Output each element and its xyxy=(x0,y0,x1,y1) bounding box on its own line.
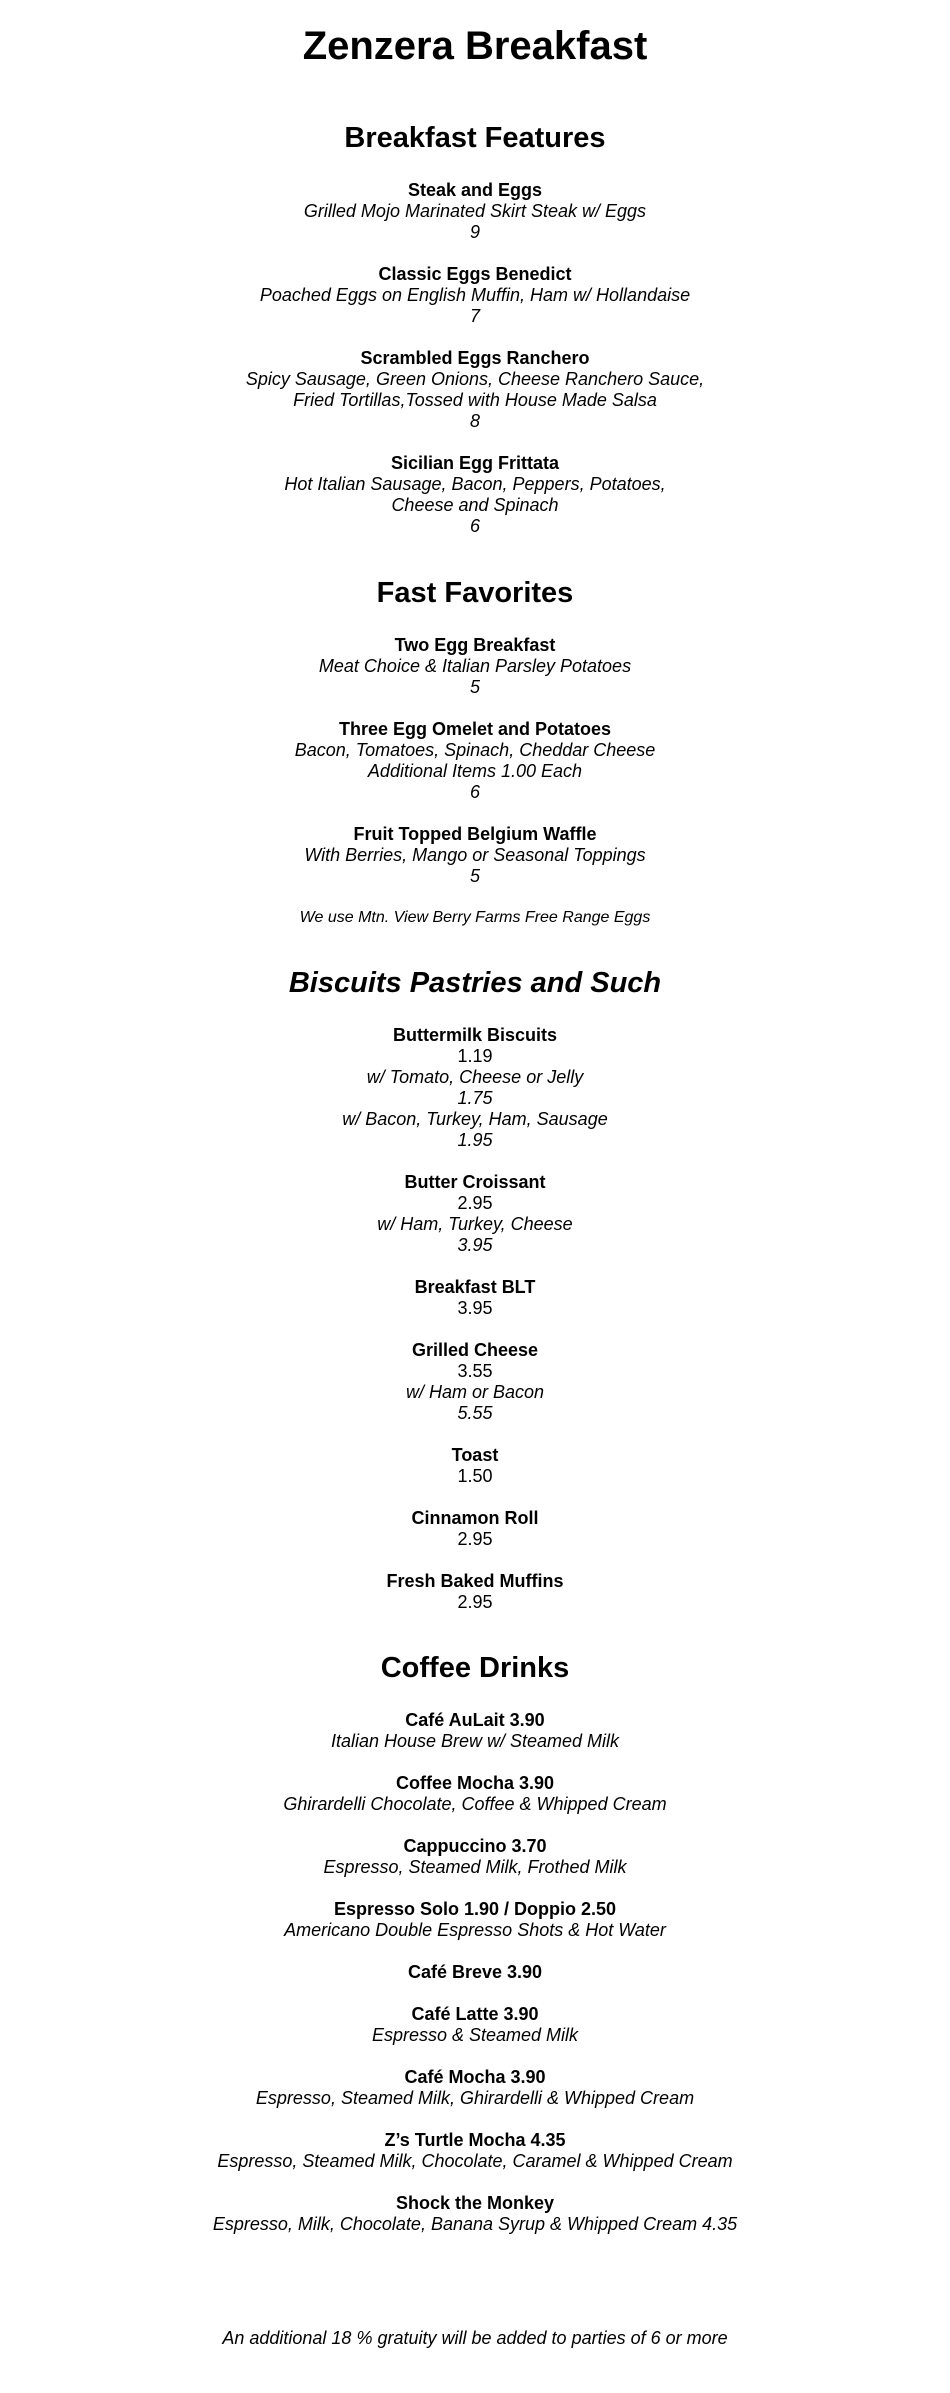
menu-item-name: Espresso Solo 1.90 / Doppio 2.50 xyxy=(333,1899,617,1919)
menu-item-name: Butter Croissant xyxy=(404,1172,546,1192)
menu-item xyxy=(0,2004,950,2046)
menu-item xyxy=(0,1571,950,1613)
menu-item-detail: Additional Items 1.00 Each xyxy=(367,761,583,781)
menu-item xyxy=(0,2193,950,2235)
menu-item-name: Toast xyxy=(451,1445,499,1465)
menu-item-detail: 5 xyxy=(469,866,480,886)
menu-item-detail: Meat Choice & Italian Parsley Potatoes xyxy=(318,656,632,676)
menu-item-detail: Fried Tortillas,Tossed with House Made Salsa xyxy=(293,390,657,410)
menu-item-detail: 1.19 xyxy=(457,1046,493,1066)
menu-item-detail: 3.95 xyxy=(457,1235,493,1255)
menu-item-name: Café Breve 3.90 xyxy=(407,1962,543,1982)
section-title: Breakfast Features xyxy=(344,122,606,154)
menu-item-name: Shock the Monkey xyxy=(395,2193,555,2213)
section-note: We use Mtn. View Berry Farms Free Range Eggs xyxy=(299,909,651,926)
menu-item-detail: 1.95 xyxy=(457,1130,493,1150)
menu-item xyxy=(0,348,950,432)
menu-item-detail: With Berries, Mango or Seasonal Toppings xyxy=(304,845,646,865)
menu-item xyxy=(0,1340,950,1424)
menu-item xyxy=(0,2130,950,2172)
menu-item-name: Coffee Mocha 3.90 xyxy=(395,1773,555,1793)
section-coffee-drinks xyxy=(0,1650,950,2256)
menu-item-name: Cinnamon Roll xyxy=(411,1508,539,1528)
section-title: Coffee Drinks xyxy=(380,1652,570,1684)
menu-item xyxy=(0,1962,950,1983)
menu-item-detail: w/ Ham, Turkey, Cheese xyxy=(377,1214,573,1234)
menu-item-detail: Americano Double Espresso Shots & Hot Water xyxy=(284,1920,666,1940)
menu-item-name: Three Egg Omelet and Potatoes xyxy=(338,719,612,739)
menu-item-detail: Cheese and Spinach xyxy=(391,495,559,515)
menu-item-name: Two Egg Breakfast xyxy=(394,635,556,655)
menu-item xyxy=(0,1508,950,1550)
section-biscuits-pastries xyxy=(0,965,950,1634)
gratuity-note: An additional 18 % gratuity will be added to parties of 6 or more xyxy=(222,2328,728,2348)
menu-item-detail: Espresso, Steamed Milk, Ghirardelli & Whipped Cream xyxy=(255,2088,695,2108)
menu-item-name: Steak and Eggs xyxy=(407,180,543,200)
menu-item-detail: 3.95 xyxy=(457,1298,493,1318)
section-title: Biscuits Pastries and Such xyxy=(288,967,662,999)
menu-item-detail: 1.50 xyxy=(457,1466,493,1486)
menu-item xyxy=(0,719,950,803)
menu-item-name: Café Mocha 3.90 xyxy=(404,2067,546,2087)
menu-item xyxy=(0,180,950,243)
menu-item-name: Café AuLait 3.90 xyxy=(405,1710,545,1730)
menu-item-name: Fruit Topped Belgium Waffle xyxy=(353,824,597,844)
menu-item-detail: 2.95 xyxy=(457,1529,493,1549)
menu-item xyxy=(0,824,950,887)
menu-item xyxy=(0,264,950,327)
menu-item-detail: Italian House Brew w/ Steamed Milk xyxy=(330,1731,620,1751)
menu-item xyxy=(0,453,950,537)
menu-item-name: Grilled Cheese xyxy=(411,1340,539,1360)
section-title: Fast Favorites xyxy=(376,577,574,609)
menu-item xyxy=(0,1445,950,1487)
menu-item-detail: 8 xyxy=(469,411,480,431)
menu-item-detail: Poached Eggs on English Muffin, Ham w/ Hollandaise xyxy=(259,285,691,305)
menu-item-detail: Espresso, Milk, Chocolate, Banana Syrup & Whipped Cream 4.35 xyxy=(212,2214,738,2234)
menu-item-name: Café Latte 3.90 xyxy=(411,2004,539,2024)
menu-item xyxy=(0,1025,950,1151)
menu-item-detail: 2.95 xyxy=(457,1193,493,1213)
menu-item-detail: w/ Ham or Bacon xyxy=(405,1382,545,1402)
menu-item xyxy=(0,635,950,698)
menu-item xyxy=(0,1277,950,1319)
menu-item xyxy=(0,2067,950,2109)
menu-item-detail: Spicy Sausage, Green Onions, Cheese Ranchero Sauce, xyxy=(245,369,705,389)
section-breakfast-features xyxy=(0,120,950,558)
menu-item-detail: Espresso, Steamed Milk, Frothed Milk xyxy=(323,1857,627,1877)
menu-item xyxy=(0,1773,950,1815)
menu-item-detail: Hot Italian Sausage, Bacon, Peppers, Potatoes, xyxy=(284,474,666,494)
menu-item-name: Sicilian Egg Frittata xyxy=(390,453,560,473)
menu-item-name: Buttermilk Biscuits xyxy=(392,1025,558,1045)
menu-item-detail: 9 xyxy=(469,222,480,242)
menu-item-name: Cappuccino 3.70 xyxy=(403,1836,547,1856)
menu-item-detail: 2.95 xyxy=(457,1592,493,1612)
menu-item-name: Fresh Baked Muffins xyxy=(386,1571,564,1591)
menu-item-detail: 6 xyxy=(469,516,480,536)
menu-item-name: Z’s Turtle Mocha 4.35 xyxy=(384,2130,566,2150)
menu-item-detail: w/ Tomato, Cheese or Jelly xyxy=(366,1067,584,1087)
menu-item-detail: Espresso & Steamed Milk xyxy=(371,2025,579,2045)
menu-item-name: Breakfast BLT xyxy=(414,1277,536,1297)
menu-item-detail: 5 xyxy=(469,677,480,697)
menu-item-detail: Grilled Mojo Marinated Skirt Steak w/ Eggs xyxy=(303,201,647,221)
menu-item-detail: Ghirardelli Chocolate, Coffee & Whipped Cream xyxy=(283,1794,667,1814)
menu-item-detail: 5.55 xyxy=(457,1403,493,1423)
menu-item xyxy=(0,1899,950,1941)
menu-item-detail: w/ Bacon, Turkey, Ham, Sausage xyxy=(342,1109,608,1129)
menu-item-detail: 6 xyxy=(469,782,480,802)
menu-item-detail: Bacon, Tomatoes, Spinach, Cheddar Cheese xyxy=(294,740,656,760)
menu-item-detail: Espresso, Steamed Milk, Chocolate, Caramel & Whipped Cream xyxy=(217,2151,733,2171)
section-fast-favorites xyxy=(0,575,950,928)
menu-item-detail: 3.55 xyxy=(457,1361,493,1381)
menu-item-name: Scrambled Eggs Ranchero xyxy=(360,348,590,368)
menu-item-detail: 7 xyxy=(469,306,480,326)
menu-item-name: Classic Eggs Benedict xyxy=(378,264,572,284)
menu-item xyxy=(0,1172,950,1256)
menu-item xyxy=(0,1710,950,1752)
menu-item xyxy=(0,1836,950,1878)
page-title: Zenzera Breakfast xyxy=(302,24,648,68)
menu-item-detail: 1.75 xyxy=(457,1088,493,1108)
